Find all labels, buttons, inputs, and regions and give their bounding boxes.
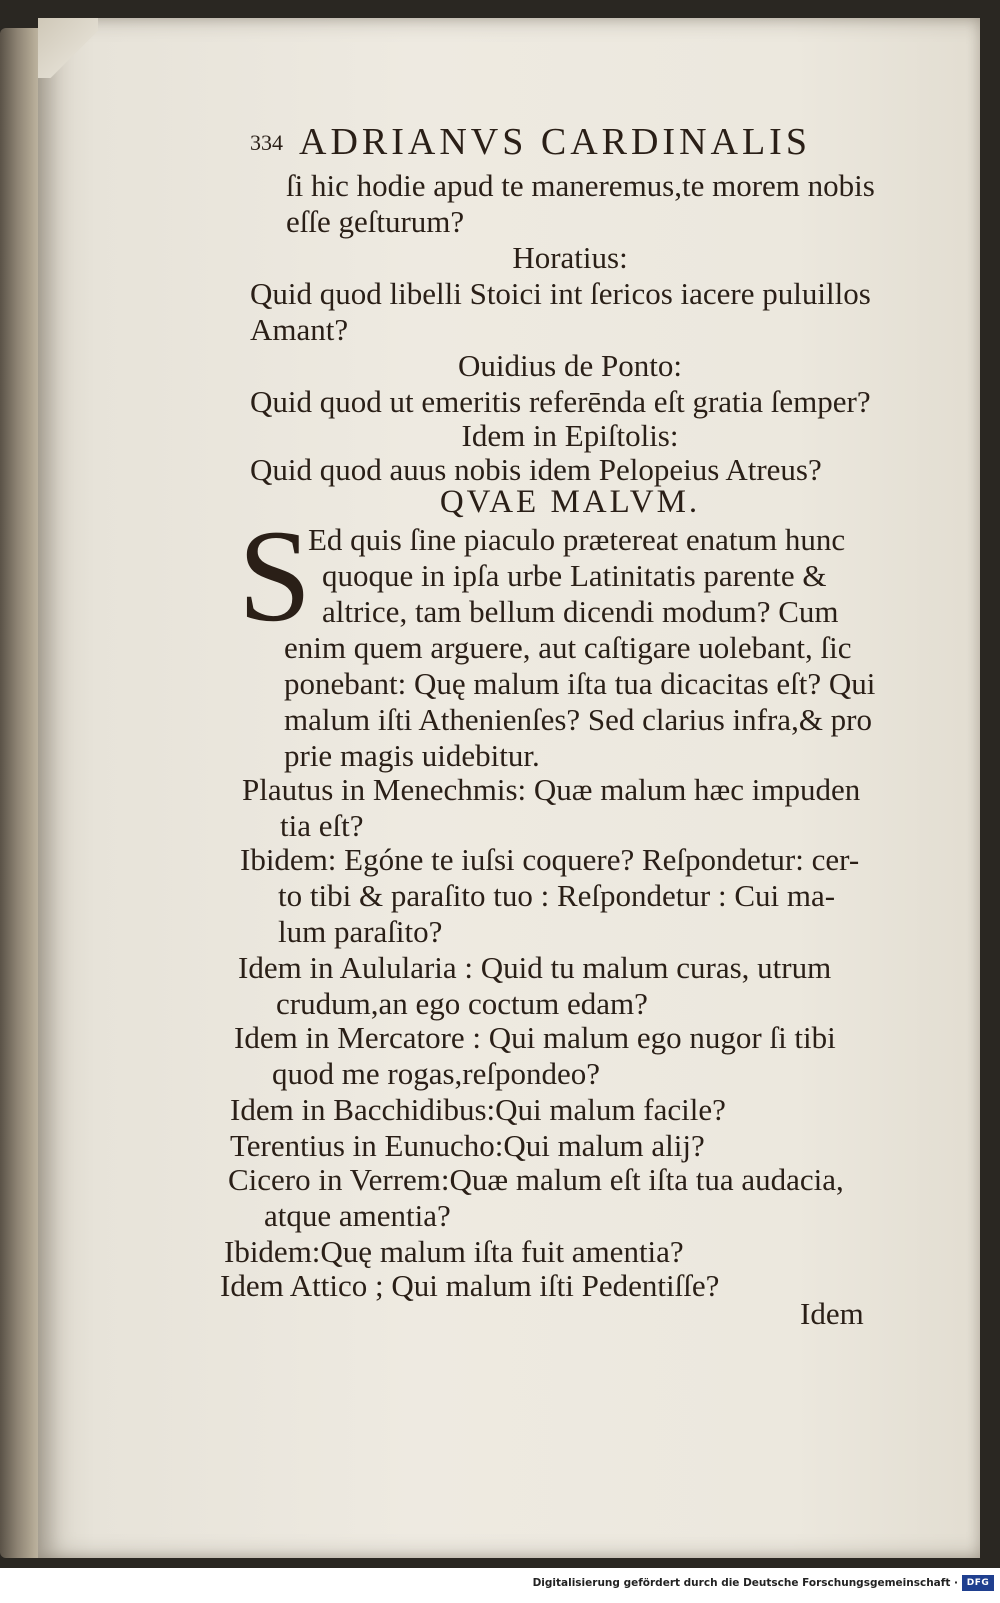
citation-line: crudum,an ego coctum edam?	[276, 986, 648, 1021]
citation-line: quod me rogas,reſpondeo?	[272, 1056, 600, 1091]
citation-line: Cicero in Verrem:Quæ malum eſt iſta tua audacia,	[228, 1162, 844, 1197]
text-line: ſi hic hodie apud te maneremus,te morem nobis	[286, 168, 875, 203]
paragraph-line: Ed quis ſine piaculo prætereat enatum hunc	[308, 522, 846, 557]
citation-line: lum paraſito?	[278, 914, 443, 949]
heading-epistolis: Idem in Epiſtolis:	[461, 418, 679, 453]
citation-line: Idem in Bacchidibus:Qui malum facile?	[230, 1092, 726, 1127]
quote-line: Quid quod ut emeritis referēnda eſt gratia ſemper?	[250, 384, 871, 419]
citation-line: tia eſt?	[280, 808, 364, 843]
catchword: Idem	[800, 1296, 864, 1331]
quote-line: Quid quod libelli Stoici int ſericos iacere puluillos	[250, 276, 871, 311]
quote-line: Quid quod auus nobis idem Pelopeius Atreus?	[250, 452, 822, 487]
section-title: QVAE MALVM.	[439, 484, 701, 520]
citation-line: Idem in Mercatore : Qui malum ego nugor ſi tibi	[234, 1020, 836, 1055]
citation-line: to tibi & paraſito tuo : Reſpondetur : Cui ma-	[278, 878, 836, 913]
quote-line: Amant?	[250, 312, 349, 347]
page-number: 334	[250, 130, 283, 155]
footer-credit: Digitalisierung gefördert durch die Deutsche Forschungsgemeinschaft ·	[532, 1577, 958, 1589]
dfg-logo: DFG	[962, 1575, 994, 1591]
paragraph-line: prie magis uidebitur.	[284, 738, 540, 773]
drop-cap: S	[238, 502, 312, 649]
citation-line: Terentius in Eunucho:Qui malum alij?	[230, 1128, 705, 1163]
heading-horatius: Horatius:	[512, 240, 628, 275]
citation-line: Ibidem:Quę malum iſta fuit amentia?	[224, 1234, 684, 1269]
citation-line: atque amentia?	[264, 1198, 451, 1233]
paragraph-line: quoque in ipſa urbe Latinitatis parente &	[322, 558, 827, 593]
text-line: eſſe geſturum?	[286, 204, 465, 239]
running-head	[250, 120, 890, 170]
paragraph-line: malum iſti Athenienſes? Sed clarius infra,& pro	[284, 702, 873, 737]
citation-line: Idem Attico ; Qui malum iſti Pedentiſſe?	[220, 1268, 720, 1303]
citation-line: Ibidem: Egóne te iuſsi coquere? Reſpondetur: cer-	[240, 842, 860, 877]
paragraph-line: altrice, tam bellum dicendi modum? Cum	[322, 594, 839, 629]
citation-line: Idem in Aulularia : Quid tu malum curas, utrum	[238, 950, 832, 985]
paragraph-line: enim quem arguere, aut caſtigare uolebant, ſic	[284, 630, 852, 665]
paragraph-line: ponebant: Quę malum iſta tua dicacitas eſt? Qui	[284, 666, 876, 701]
heading-ovidius: Ouidius de Ponto:	[458, 348, 682, 383]
citation-line: Plautus in Menechmis: Quæ malum hæc impuden	[242, 772, 861, 807]
running-head-title: ADRIANVS CARDINALIS	[299, 121, 811, 163]
